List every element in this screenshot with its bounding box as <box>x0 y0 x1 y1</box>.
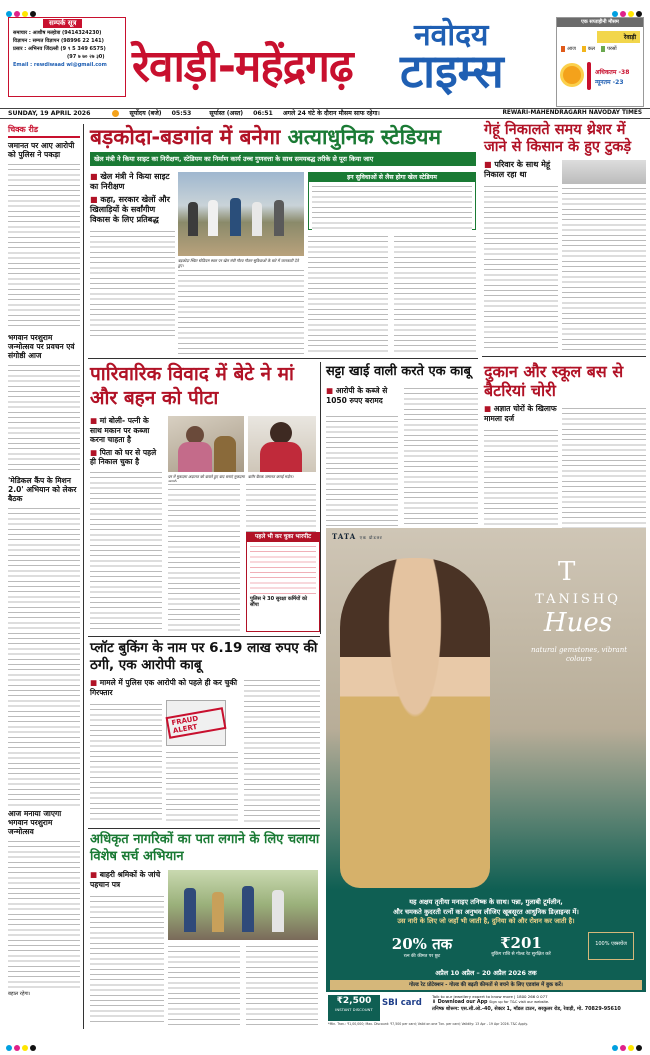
ad-tagline-line: यह अक्षय तृतीया मनाइए तनिष्क के साथ। पन्ना, गुलाबी टूर्मलीन, <box>409 898 563 906</box>
gold-rate-line: गोल्ड रेट प्रोटेक्शन - गोल्ड की बढ़ती कीमतों से बचने के लिए एडवांस में बुक करें। <box>330 980 642 990</box>
weather-legend-today: आज <box>561 46 576 52</box>
facilities-box-title: इन सुविधाओं से लैस होगा खेल स्टेडियम <box>309 173 475 182</box>
masthead-title-top: नवोदय <box>414 18 489 53</box>
fraud-alert-stamp: FRAUD ALERT <box>166 707 227 739</box>
contact-line: प्रसार : अभिनव जिंदल्ली (9 ९ 5 349 6575) <box>13 46 106 52</box>
temp-min: न्यूनतम -23 <box>595 79 624 86</box>
weather-legend-dayafter: परसों <box>601 46 617 52</box>
theft-body <box>484 428 558 528</box>
bank-offer <box>328 995 380 1021</box>
brief-body <box>8 363 80 473</box>
farmer-bullet: ■ परिवार के साथ मेहूं निकाल रहा था <box>484 160 551 179</box>
survey-bullet-text: बाहरी श्रमिकों के जांचे पहचान पत्र <box>90 870 161 889</box>
plot-body <box>244 678 320 822</box>
weather-city: रेवाड़ी <box>597 31 640 43</box>
farmer-bullet-text: परिवार के साथ मेहूं निकाल रहा था <box>484 160 551 179</box>
farmer-body <box>484 184 558 352</box>
email: Email : rewdiwaad wi@gmail.com <box>13 62 107 68</box>
fraud-alert-graphic <box>166 700 226 746</box>
lead-headline <box>90 124 475 150</box>
lead-bullet: ■ खेल मंत्री ने किया साइट का निरीक्षण <box>90 172 170 191</box>
family-headline: पारिवारिक विवाद में बेटे ने मां और बहन को पीटा <box>90 363 294 409</box>
survey-body <box>246 944 318 1026</box>
earlier-case-sub: पुलिस ने 30 सुरक्षा कर्मियों को सौंपा <box>250 596 308 608</box>
contact-line: विज्ञापन : सम्पत विज्ञापन (98996 22 141) <box>13 38 104 44</box>
plot-body <box>90 702 162 822</box>
offer-1 <box>386 934 458 960</box>
sunrise-time: 05:53 <box>171 110 192 117</box>
section-divider <box>88 828 320 829</box>
weather-tagline: अगले 24 घंटे के दौरान मौसम साफ रहेगा। <box>282 110 380 117</box>
tanishq-brand: TANISHQ <box>535 592 621 607</box>
column-divider <box>320 362 321 634</box>
lead-body <box>178 268 304 354</box>
thermometer-icon <box>587 62 591 90</box>
family-body <box>168 482 240 632</box>
lead-strap: खेल मंत्री ने किया साइट का निरीक्षण, स्टेडियम का निर्माण कार्य उच्च गुणवत्ता के साथ समयबद्ध तरीके से पूरा किया जाए <box>90 152 476 166</box>
download-app-text: Download our App <box>437 1000 488 1005</box>
tata-logo-sub: एक प्रोडक्ट <box>359 535 383 540</box>
tanishq-ad[interactable] <box>326 528 646 1030</box>
download-app[interactable] <box>432 999 644 1006</box>
theft-bullet: ■ अज्ञात चोरों के खिलाफ मामला दर्ज <box>484 404 557 423</box>
sunset-time: 06:51 <box>253 110 273 117</box>
survey-body <box>168 944 240 1026</box>
satta-bullet-text: आरोपी के कब्जे से 1050 रुपए बरामद <box>326 386 388 405</box>
lead-bullets <box>90 172 175 339</box>
family-body <box>90 470 162 630</box>
contact-line: (97 ७ ७० २७ ३0) <box>67 54 105 60</box>
survey-headline-text: अधिकृत नागरिकों का पता लगाने के लिए चलाया विशेष सर्च अभियान <box>90 832 320 864</box>
tanishq-subtitle: natural gemstones, vibrant colours <box>530 646 628 663</box>
brief-headline: 'मेडिकल कैंप के मिशन 2.0' अभियान को लेकर बैठक <box>8 476 77 503</box>
brief-body <box>8 162 80 330</box>
lead-bullet-text: खेल मंत्री ने किया साइट का निरीक्षण <box>90 172 170 191</box>
theft-headline: दुकान और स्कूल बस से बैटरियां चोरी <box>484 362 624 400</box>
sunrise-icon <box>112 110 119 117</box>
bank-offer-value: ₹2,500 <box>336 996 372 1006</box>
date-strip <box>0 108 650 119</box>
earlier-case-title: पहले भी कर चुका भारपीट <box>247 533 319 542</box>
model-figure <box>340 558 490 888</box>
farmer-body <box>562 186 646 352</box>
lead-headline-part2: अत्याधुनिक स्टेडियम <box>287 125 442 149</box>
lead-body <box>394 234 476 354</box>
theft-bullet-text: अज्ञात चोरों के खिलाफ मामला दर्ज <box>484 404 557 423</box>
temp-max: अधिकतम -38 <box>595 69 630 76</box>
section-divider <box>88 358 478 359</box>
weather-legend <box>557 43 643 55</box>
family-photo-caption: घर में मुकदमा अदालत को बताते हुए बाद बनाएं मुकदमा <box>168 474 245 479</box>
masthead-title: रेवाड़ी-महेंद्रगढ़ <box>132 41 353 92</box>
lead-body <box>308 234 388 354</box>
sun-icon <box>563 66 581 84</box>
brief-body <box>8 839 80 989</box>
weather-legend-tomorrow: कल <box>582 46 595 52</box>
survey-headline <box>90 832 322 865</box>
brief-headline: भगवान परशुराम जन्मोत्सव पर प्रवचन एवं संगोष्ठी आज <box>8 333 75 360</box>
column-divider <box>83 124 84 1029</box>
survey-body <box>90 894 164 1026</box>
contact-box-title: सम्पर्क सूत्र <box>43 19 82 28</box>
offer-1-value: 20% तक <box>391 935 453 953</box>
plot-bullet: ■ मामले में पुलिस एक आरोपी को पहले ही कर चुकी गिरफ्तार <box>90 678 238 697</box>
paper-name: REWARI-MAHENDRAGARH NAVODAY TIMES <box>502 110 642 116</box>
store-address: तनिष्क शोरूम: एस.सी.ओ.-40, सेक्टर 1, मॉडल टाउन, सरकुलर रोड, रेवाड़ी, मो. 70829-95610 <box>432 1006 621 1012</box>
survey-bullet: ■ बाहरी श्रमिकों के जांचे पहचान पत्र <box>90 870 161 889</box>
weather-widget <box>556 17 644 107</box>
plot-body <box>166 750 238 822</box>
section-divider <box>482 356 646 357</box>
section-divider <box>88 636 320 637</box>
download-icon: ⬇ <box>432 1000 438 1005</box>
ad-tagline <box>334 898 638 927</box>
plot-headline: प्लॉट बुकिंग के नाम पर 6.19 लाख रुपए की ठगी, एक आरोपी काबू <box>90 640 318 673</box>
offer-2 <box>476 934 566 958</box>
weather-header: एक सप्ताहीनी मौसम <box>557 18 643 27</box>
family-photo-1 <box>168 416 244 472</box>
issue-date: SUNDAY, 19 APRIL 2026 <box>8 110 91 117</box>
family-bullets <box>90 416 160 467</box>
family-bullet: ■ पिता को घर से पहले ही निकाल चुका है <box>90 447 157 466</box>
tata-logo <box>332 532 383 541</box>
family-photo-caption: बतौर बैठक जमानत कराई मदोन। <box>248 474 294 479</box>
family-bullet: ■ मां बोली- पत्नी के साथ मकान पर कब्जा करना चाहता है <box>90 416 150 444</box>
exchange-badge: 100% एक्सचेंज <box>588 932 634 960</box>
left-column <box>8 124 80 1024</box>
family-bullet-text: पिता को घर से पहले ही निकाल चुका है <box>90 447 157 466</box>
brief-headline: जमानत पर आए आरोपी को पुलिस ने पकड़ा <box>8 141 75 159</box>
satta-bullet: ■ आरोपी के कब्जे से 1050 रुपए बरामद <box>326 386 388 405</box>
masthead-title-right: टाइम्स <box>400 44 504 98</box>
bank-offer-label: INSTANT DISCOUNT <box>335 1007 373 1012</box>
offer-2-value: ₹201 <box>500 934 542 952</box>
print-registration-marks-bottom <box>0 1034 650 1042</box>
lead-headline-part1: बड़कोदा-बडगांव में बनेगा <box>90 125 288 149</box>
family-bullet-text: मां बोली- पत्नी के साथ मकान पर कब्जा करना चाहता है <box>90 416 150 444</box>
lead-bullet: ■ कहा, सरकार खेलों और खिलाड़ियों के सर्वांगीण विकास के लिए प्रतिबद्ध <box>90 195 170 224</box>
lead-photo-caption: बड़कोदा स्थित स्टेडियम स्थल पर खेल मंत्री गौरव गौतम सुविधाओं के बारे में जानकारी देते हुए। <box>178 258 299 268</box>
contact-line: समाचार : आशीष मल्होत्रा (9414324230) <box>13 30 102 36</box>
facilities-box-body <box>312 184 472 230</box>
lead-photo <box>178 172 304 256</box>
expert-line: Talk to our jewellery expert to know more | 1800 266 0 077 <box>432 994 548 999</box>
family-photo-2 <box>248 416 316 472</box>
contact-box <box>8 17 126 97</box>
offer-2-text: बुकिंग राशि से गोल्ड रेट सुरक्षित करें <box>491 952 551 957</box>
offer-dates: अप्रैल 10 अप्रैल – 20 अप्रैल 2026 तक <box>435 969 537 977</box>
print-registration-marks <box>0 0 650 8</box>
offer-1-text: रत्न की कीमत पर छूट <box>403 954 441 959</box>
tanishq-emblem-icon: T <box>558 557 576 587</box>
survey-photo <box>168 870 318 940</box>
ad-tagline-line: उस नारी के लिए जो जहाँ भी जाती है, दुनिया को और रोशन कर जाती है। <box>397 917 575 925</box>
facilities-box <box>308 172 476 230</box>
plot-bullet-text: मामले में पुलिस एक आरोपी को पहले ही कर चुकी गिरफ्तार <box>90 678 238 697</box>
sunset-label: सूर्यास्त (अस्त) <box>209 110 244 117</box>
brief-headline: आज मनाया जाएगा भगवान परशुराम जन्मोत्सव <box>8 809 62 836</box>
tanishq-collection: Hues <box>543 608 613 638</box>
farmer-photo <box>562 160 646 184</box>
satta-headline: सट्टा खाई वाली करते एक काबू <box>326 364 471 379</box>
ad-tagline-line: और चमकते कुदरती रत्नों का अनुभव लीजिए खूबसूरत आधुनिक डिज़ाइन्स में। <box>393 907 579 916</box>
download-app-sub: Sign up for T&C visit our website. <box>489 1000 550 1004</box>
section-label: चिक्क रीड <box>8 124 80 138</box>
brief-footer: बहाल रहेगा। <box>8 991 31 997</box>
lead-body <box>90 229 175 339</box>
sbi-card-logo: SBI card <box>382 998 422 1008</box>
lead-bullet-text: कहा, सरकार खेलों और खिलाड़ियों के सर्वांगीण विकास के लिए प्रतिबद्ध <box>90 195 170 224</box>
earlier-case-box <box>246 532 320 632</box>
sunrise-label: सूर्योदय (बजे) <box>129 110 162 117</box>
earlier-case-body <box>250 544 316 594</box>
farmer-headline: गेहूं निकालते समय थ्रेशर में जाने से किसान के हुए टुकड़े <box>484 122 632 155</box>
tata-logo-text: TATA <box>332 532 357 541</box>
theft-body <box>562 406 646 528</box>
terms: *Min. Tran.: ₹1,00,000; Max. Discount: ₹7,500 per card; Valid on one Txn. per card; Validity: 13 Apr - 19 Apr 2026. T&C Apply. <box>328 1022 528 1026</box>
brief-body <box>8 506 80 806</box>
